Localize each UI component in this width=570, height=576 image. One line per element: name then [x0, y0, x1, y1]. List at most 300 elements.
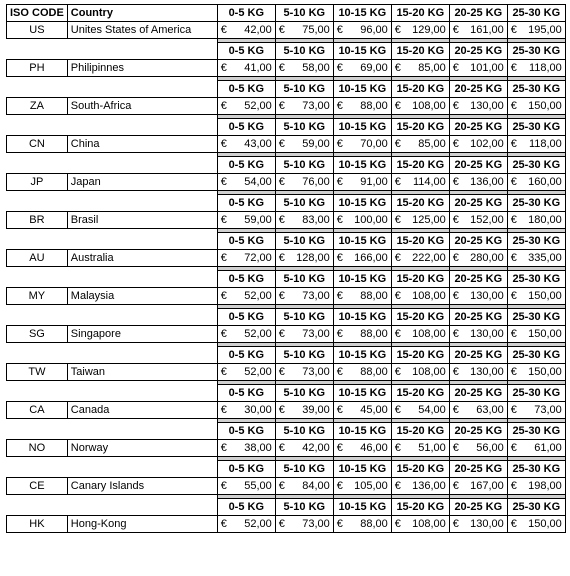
country-cell: Australia: [67, 250, 217, 267]
price-amount: 150,00: [528, 366, 562, 378]
price-cell: [333, 364, 391, 381]
currency-symbol: €: [510, 24, 517, 36]
currency-symbol: €: [452, 252, 459, 264]
weight-band-row: [7, 347, 566, 364]
price-value: [337, 136, 388, 152]
iso-code-cell: JP: [7, 174, 68, 191]
currency-symbol: €: [510, 480, 517, 492]
weight-band-label: 15-20 KG: [391, 233, 449, 250]
country-cell: Hong-Kong: [67, 516, 217, 533]
weight-band-row: [7, 157, 566, 174]
empty-cell: [67, 347, 217, 364]
price-value: [221, 60, 272, 76]
header-weight-5: 25-30 KG: [507, 5, 565, 22]
header-weight-0: 0-5 KG: [217, 5, 275, 22]
weight-band-label: 15-20 KG: [391, 157, 449, 174]
currency-symbol: €: [510, 404, 517, 416]
weight-band-label: 25-30 KG: [507, 43, 565, 60]
country-cell: Canada: [67, 402, 217, 419]
weight-band-label: 10-15 KG: [333, 499, 391, 516]
country-cell: China: [67, 136, 217, 153]
price-amount: 52,00: [244, 366, 272, 378]
price-amount: 161,00: [470, 24, 504, 36]
iso-code-cell: PH: [7, 60, 68, 77]
price-amount: 136,00: [412, 480, 446, 492]
price-cell: [449, 440, 507, 457]
country-cell: Japan: [67, 174, 217, 191]
price-cell: [391, 440, 449, 457]
weight-band-label: 0-5 KG: [217, 385, 275, 402]
weight-band-label: 15-20 KG: [391, 461, 449, 478]
iso-code-cell: CN: [7, 136, 68, 153]
price-cell: [391, 516, 449, 533]
weight-band-label: 25-30 KG: [507, 499, 565, 516]
price-value: [395, 212, 446, 228]
price-value: [337, 402, 388, 418]
price-value: [395, 478, 446, 494]
currency-symbol: €: [510, 290, 517, 302]
weight-band-label: 20-25 KG: [449, 157, 507, 174]
price-amount: 76,00: [302, 176, 330, 188]
country-row: [7, 22, 566, 39]
weight-band-label: 5-10 KG: [275, 81, 333, 98]
price-amount: 150,00: [528, 328, 562, 340]
weight-band-label: 5-10 KG: [275, 499, 333, 516]
weight-band-label: 25-30 KG: [507, 157, 565, 174]
currency-symbol: €: [394, 518, 401, 530]
price-cell: [391, 288, 449, 305]
price-value: [453, 364, 504, 380]
currency-symbol: €: [336, 100, 343, 112]
price-cell: [507, 136, 565, 153]
weight-band-label: 0-5 KG: [217, 499, 275, 516]
weight-band-row: [7, 119, 566, 136]
weight-band-label: 10-15 KG: [333, 157, 391, 174]
price-value: [337, 174, 388, 190]
price-amount: 42,00: [302, 442, 330, 454]
weight-band-row: [7, 423, 566, 440]
currency-symbol: €: [220, 328, 227, 340]
empty-cell: [67, 195, 217, 212]
price-value: [395, 364, 446, 380]
price-cell: [391, 136, 449, 153]
price-value: [337, 364, 388, 380]
price-cell: [275, 22, 333, 39]
price-cell: [217, 516, 275, 533]
price-cell: [391, 364, 449, 381]
price-amount: 150,00: [528, 518, 562, 530]
weight-band-label: 0-5 KG: [217, 423, 275, 440]
price-value: [221, 136, 272, 152]
price-value: [395, 60, 446, 76]
price-amount: 70,00: [360, 138, 388, 150]
weight-band-label: 20-25 KG: [449, 461, 507, 478]
weight-band-label: 10-15 KG: [333, 309, 391, 326]
weight-band-label: 0-5 KG: [217, 195, 275, 212]
price-cell: [217, 440, 275, 457]
price-cell: [507, 440, 565, 457]
weight-band-label: 15-20 KG: [391, 81, 449, 98]
price-cell: [333, 288, 391, 305]
price-cell: [391, 22, 449, 39]
price-amount: 85,00: [418, 62, 446, 74]
currency-symbol: €: [394, 100, 401, 112]
weight-band-label: 0-5 KG: [217, 233, 275, 250]
weight-band-label: 15-20 KG: [391, 195, 449, 212]
price-cell: [217, 136, 275, 153]
weight-band-label: 5-10 KG: [275, 157, 333, 174]
country-row: [7, 250, 566, 267]
price-amount: 88,00: [360, 100, 388, 112]
empty-cell: [7, 233, 68, 250]
currency-symbol: €: [452, 518, 459, 530]
price-amount: 150,00: [528, 100, 562, 112]
weight-band-label: 20-25 KG: [449, 233, 507, 250]
empty-cell: [7, 157, 68, 174]
currency-symbol: €: [510, 138, 517, 150]
price-value: [279, 250, 330, 266]
price-amount: 72,00: [244, 252, 272, 264]
currency-symbol: €: [510, 442, 517, 454]
price-amount: 88,00: [360, 518, 388, 530]
weight-band-label: 5-10 KG: [275, 309, 333, 326]
weight-band-label: 20-25 KG: [449, 43, 507, 60]
price-cell: [507, 250, 565, 267]
weight-band-label: 25-30 KG: [507, 195, 565, 212]
price-amount: 130,00: [470, 328, 504, 340]
price-cell: [217, 98, 275, 115]
price-amount: 160,00: [528, 176, 562, 188]
price-amount: 100,00: [354, 214, 388, 226]
price-value: [511, 22, 562, 38]
price-value: [511, 478, 562, 494]
header-country: Country: [67, 5, 217, 22]
country-row: [7, 516, 566, 533]
weight-band-label: 5-10 KG: [275, 195, 333, 212]
price-amount: 52,00: [244, 328, 272, 340]
price-value: [337, 440, 388, 456]
weight-band-label: 10-15 KG: [333, 385, 391, 402]
weight-band-label: 0-5 KG: [217, 119, 275, 136]
header-row: [7, 5, 566, 22]
country-row: [7, 174, 566, 191]
price-value: [337, 60, 388, 76]
currency-symbol: €: [336, 442, 343, 454]
price-amount: 91,00: [360, 176, 388, 188]
empty-cell: [67, 423, 217, 440]
price-cell: [449, 478, 507, 495]
currency-symbol: €: [220, 252, 227, 264]
country-row: [7, 440, 566, 457]
weight-band-label: 0-5 KG: [217, 81, 275, 98]
price-value: [279, 22, 330, 38]
weight-band-label: 15-20 KG: [391, 43, 449, 60]
price-amount: 88,00: [360, 366, 388, 378]
price-cell: [391, 478, 449, 495]
currency-symbol: €: [220, 442, 227, 454]
price-amount: 84,00: [302, 480, 330, 492]
currency-symbol: €: [336, 62, 343, 74]
price-amount: 56,00: [476, 442, 504, 454]
weight-band-label: 25-30 KG: [507, 119, 565, 136]
price-amount: 38,00: [244, 442, 272, 454]
currency-symbol: €: [278, 176, 285, 188]
currency-symbol: €: [510, 214, 517, 226]
price-value: [221, 402, 272, 418]
price-value: [279, 402, 330, 418]
price-amount: 96,00: [360, 24, 388, 36]
price-amount: 129,00: [412, 24, 446, 36]
price-amount: 46,00: [360, 442, 388, 454]
empty-cell: [67, 271, 217, 288]
price-value: [511, 364, 562, 380]
currency-symbol: €: [278, 252, 285, 264]
price-value: [453, 60, 504, 76]
weight-band-label: 20-25 KG: [449, 385, 507, 402]
currency-symbol: €: [278, 366, 285, 378]
weight-band-row: [7, 195, 566, 212]
currency-symbol: €: [452, 214, 459, 226]
price-value: [337, 478, 388, 494]
weight-band-label: 25-30 KG: [507, 423, 565, 440]
price-cell: [507, 326, 565, 343]
currency-symbol: €: [394, 480, 401, 492]
price-value: [511, 402, 562, 418]
price-cell: [275, 288, 333, 305]
price-cell: [507, 478, 565, 495]
price-amount: 52,00: [244, 518, 272, 530]
weight-band-label: 5-10 KG: [275, 423, 333, 440]
iso-code-cell: ZA: [7, 98, 68, 115]
weight-band-label: 25-30 KG: [507, 385, 565, 402]
weight-band-label: 15-20 KG: [391, 309, 449, 326]
price-value: [221, 478, 272, 494]
currency-symbol: €: [220, 100, 227, 112]
weight-band-label: 15-20 KG: [391, 385, 449, 402]
price-value: [453, 136, 504, 152]
price-value: [221, 326, 272, 342]
currency-symbol: €: [220, 138, 227, 150]
weight-band-row: [7, 233, 566, 250]
price-amount: 54,00: [418, 404, 446, 416]
price-cell: [333, 22, 391, 39]
price-cell: [333, 478, 391, 495]
price-value: [221, 174, 272, 190]
shipping-rate-sheet: [6, 4, 566, 533]
country-cell: Brasil: [67, 212, 217, 229]
price-amount: 63,00: [476, 404, 504, 416]
price-value: [279, 326, 330, 342]
currency-symbol: €: [278, 480, 285, 492]
price-cell: [391, 250, 449, 267]
currency-symbol: €: [220, 480, 227, 492]
currency-symbol: €: [278, 100, 285, 112]
price-value: [337, 516, 388, 532]
weight-band-label: 20-25 KG: [449, 195, 507, 212]
currency-symbol: €: [452, 24, 459, 36]
price-value: [337, 326, 388, 342]
price-value: [453, 212, 504, 228]
currency-symbol: €: [394, 290, 401, 302]
weight-band-label: 10-15 KG: [333, 461, 391, 478]
price-value: [453, 326, 504, 342]
currency-symbol: €: [336, 366, 343, 378]
price-cell: [275, 212, 333, 229]
price-amount: 52,00: [244, 100, 272, 112]
price-amount: 73,00: [302, 328, 330, 340]
currency-symbol: €: [452, 138, 459, 150]
price-value: [511, 440, 562, 456]
country-row: [7, 212, 566, 229]
empty-cell: [7, 499, 68, 516]
currency-symbol: €: [220, 62, 227, 74]
price-cell: [333, 250, 391, 267]
header-weight-1: 5-10 KG: [275, 5, 333, 22]
price-amount: 136,00: [470, 176, 504, 188]
price-cell: [217, 478, 275, 495]
price-value: [395, 174, 446, 190]
weight-band-label: 15-20 KG: [391, 119, 449, 136]
empty-cell: [67, 385, 217, 402]
price-amount: 101,00: [470, 62, 504, 74]
price-cell: [449, 402, 507, 419]
price-amount: 108,00: [412, 366, 446, 378]
currency-symbol: €: [278, 214, 285, 226]
price-value: [511, 98, 562, 114]
price-cell: [449, 174, 507, 191]
price-cell: [449, 516, 507, 533]
price-amount: 118,00: [528, 138, 562, 150]
weight-band-label: 5-10 KG: [275, 43, 333, 60]
price-amount: 88,00: [360, 328, 388, 340]
price-cell: [333, 98, 391, 115]
currency-symbol: €: [510, 366, 517, 378]
price-amount: 73,00: [534, 404, 562, 416]
weight-band-label: 20-25 KG: [449, 119, 507, 136]
weight-band-label: 10-15 KG: [333, 233, 391, 250]
iso-code-cell: SG: [7, 326, 68, 343]
price-amount: 59,00: [302, 138, 330, 150]
price-amount: 130,00: [470, 366, 504, 378]
price-cell: [275, 250, 333, 267]
price-value: [511, 288, 562, 304]
iso-code-cell: HK: [7, 516, 68, 533]
price-amount: 195,00: [528, 24, 562, 36]
currency-symbol: €: [394, 442, 401, 454]
currency-symbol: €: [394, 366, 401, 378]
price-value: [453, 288, 504, 304]
currency-symbol: €: [336, 24, 343, 36]
price-amount: 43,00: [244, 138, 272, 150]
price-value: [395, 440, 446, 456]
currency-symbol: €: [510, 518, 517, 530]
empty-cell: [7, 119, 68, 136]
empty-cell: [67, 499, 217, 516]
price-value: [337, 250, 388, 266]
price-amount: 59,00: [244, 214, 272, 226]
price-amount: 73,00: [302, 366, 330, 378]
weight-band-label: 20-25 KG: [449, 423, 507, 440]
currency-symbol: €: [336, 138, 343, 150]
currency-symbol: €: [452, 290, 459, 302]
weight-band-label: 10-15 KG: [333, 119, 391, 136]
price-amount: 198,00: [528, 480, 562, 492]
price-value: [395, 326, 446, 342]
weight-band-label: 25-30 KG: [507, 309, 565, 326]
weight-band-label: 5-10 KG: [275, 385, 333, 402]
price-value: [511, 516, 562, 532]
currency-symbol: €: [336, 480, 343, 492]
price-cell: [507, 288, 565, 305]
country-row: [7, 136, 566, 153]
price-value: [221, 98, 272, 114]
price-amount: 85,00: [418, 138, 446, 150]
weight-band-label: 5-10 KG: [275, 119, 333, 136]
price-amount: 61,00: [534, 442, 562, 454]
price-value: [453, 98, 504, 114]
country-cell: Taiwan: [67, 364, 217, 381]
currency-symbol: €: [394, 24, 401, 36]
price-cell: [507, 174, 565, 191]
empty-cell: [7, 347, 68, 364]
country-cell: Malaysia: [67, 288, 217, 305]
price-cell: [507, 60, 565, 77]
country-row: [7, 288, 566, 305]
price-value: [279, 136, 330, 152]
price-cell: [275, 516, 333, 533]
currency-symbol: €: [452, 328, 459, 340]
price-amount: 108,00: [412, 518, 446, 530]
currency-symbol: €: [220, 518, 227, 530]
price-amount: 41,00: [244, 62, 272, 74]
price-value: [279, 98, 330, 114]
currency-symbol: €: [278, 62, 285, 74]
price-cell: [391, 174, 449, 191]
currency-symbol: €: [336, 290, 343, 302]
currency-symbol: €: [452, 62, 459, 74]
price-cell: [275, 60, 333, 77]
weight-band-label: 0-5 KG: [217, 461, 275, 478]
weight-band-label: 20-25 KG: [449, 271, 507, 288]
price-cell: [275, 364, 333, 381]
currency-symbol: €: [510, 328, 517, 340]
currency-symbol: €: [394, 138, 401, 150]
price-amount: 118,00: [528, 62, 562, 74]
currency-symbol: €: [394, 328, 401, 340]
price-amount: 51,00: [418, 442, 446, 454]
price-cell: [217, 364, 275, 381]
weight-band-label: 15-20 KG: [391, 347, 449, 364]
price-cell: [333, 174, 391, 191]
price-cell: [507, 98, 565, 115]
weight-band-label: 5-10 KG: [275, 347, 333, 364]
currency-symbol: €: [336, 404, 343, 416]
currency-symbol: €: [278, 24, 285, 36]
price-value: [221, 364, 272, 380]
currency-symbol: €: [220, 24, 227, 36]
price-value: [395, 250, 446, 266]
price-cell: [275, 440, 333, 457]
currency-symbol: €: [220, 214, 227, 226]
empty-cell: [7, 309, 68, 326]
currency-symbol: €: [220, 176, 227, 188]
price-value: [453, 402, 504, 418]
price-amount: 73,00: [302, 100, 330, 112]
price-cell: [333, 136, 391, 153]
currency-symbol: €: [336, 328, 343, 340]
price-amount: 73,00: [302, 290, 330, 302]
price-amount: 75,00: [302, 24, 330, 36]
